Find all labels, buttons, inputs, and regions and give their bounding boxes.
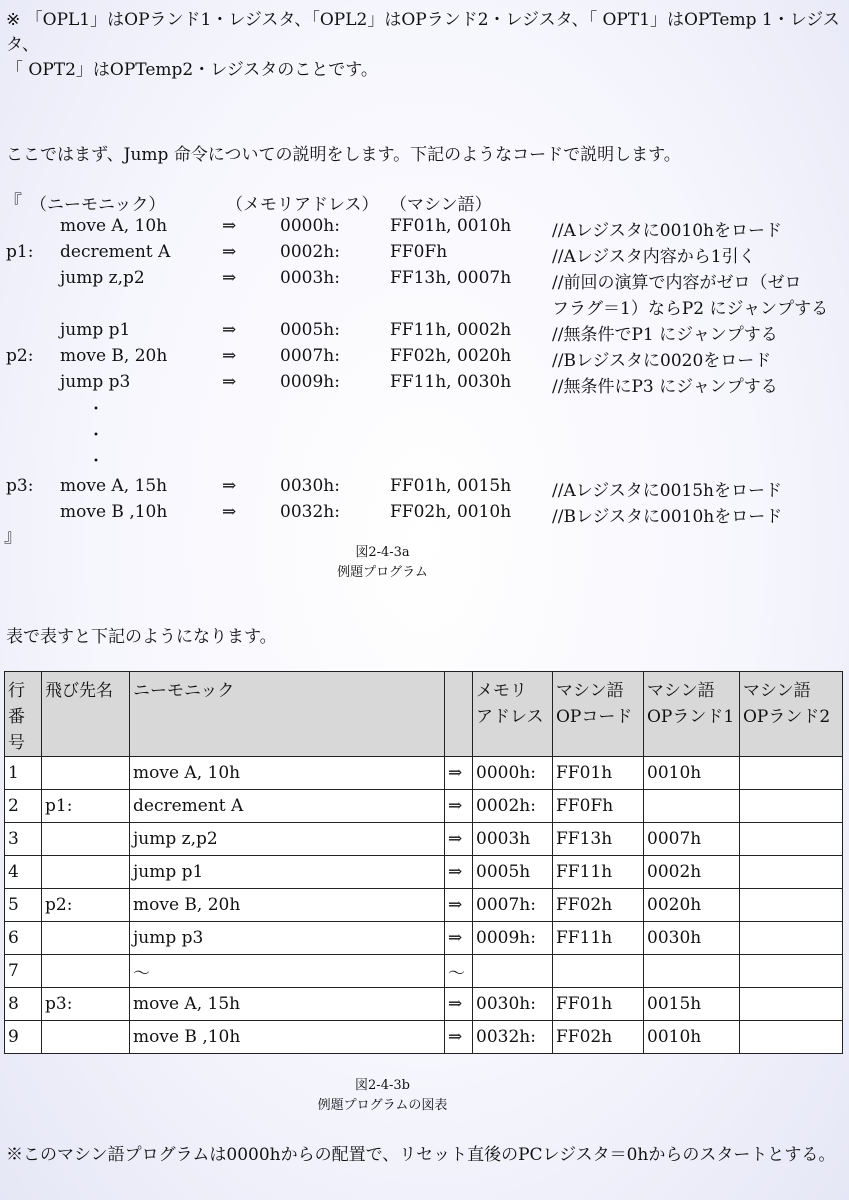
code-arrow: ⇒ — [222, 216, 237, 236]
code-header — [0, 190, 849, 216]
table-cell — [42, 1021, 130, 1054]
code-comment: //Bレジスタに0020をロード — [552, 351, 772, 371]
column-header-line: アドレス — [476, 707, 544, 727]
table-cell: ⇒ — [445, 823, 473, 856]
table-cell: ⇒ — [445, 988, 473, 1021]
code-comment: //Bレジスタに0010hをロード — [552, 507, 783, 527]
table-cell: 0015h — [644, 988, 740, 1021]
column-header — [644, 672, 740, 757]
table-cell — [740, 988, 843, 1021]
table-cell: move B, 20h — [130, 889, 445, 922]
code-address: 0005h: — [280, 320, 340, 340]
column-header-line: マシン語 — [743, 681, 811, 701]
address-header: （メモリアドレス） — [226, 195, 379, 215]
table-cell: move B ,10h — [130, 1021, 445, 1054]
close-bracket: 』 — [4, 526, 22, 547]
machine-header: （マシン語） — [390, 195, 492, 215]
table-intro-text: 表で表すと下記のようになります。 — [6, 627, 277, 647]
code-line — [0, 294, 849, 320]
code-machine: FF0Fh — [390, 242, 448, 262]
code-line — [0, 372, 849, 398]
table-row — [5, 922, 843, 955]
table-cell: 0010h — [644, 1021, 740, 1054]
register-note-line: ※ 「OPL1」はOPランド1・レジスタ、「OPL2」はOPランド2・レジスタ、「 OPT1」はOPTemp 1・レジスタ、 — [6, 10, 840, 55]
code-address: 0007h: — [280, 346, 340, 366]
table-row — [5, 757, 843, 790]
column-header-line: ニーモニック — [133, 681, 235, 701]
table-header-row — [5, 672, 843, 757]
column-header — [42, 672, 130, 757]
column-header — [473, 672, 553, 757]
code-address: 0000h: — [280, 216, 340, 236]
column-header-line: メモリ — [476, 681, 527, 701]
code-comment: フラグ＝1）ならP2 にジャンプする — [552, 299, 829, 319]
table-cell: p1: — [42, 790, 130, 823]
code-machine: FF11h, 0030h — [390, 372, 512, 392]
table-row — [5, 790, 843, 823]
code-arrow: ⇒ — [222, 242, 237, 262]
table-cell — [42, 856, 130, 889]
table-cell: 2 — [5, 790, 42, 823]
code-address: 0032h: — [280, 502, 340, 522]
column-header — [740, 672, 843, 757]
table-cell: FF11h — [553, 856, 644, 889]
column-header-line: 番 — [8, 707, 25, 727]
table-cell: ⇒ — [445, 856, 473, 889]
table-cell: FF11h — [553, 922, 644, 955]
code-line — [0, 320, 849, 346]
code-machine: FF11h, 0002h — [390, 320, 512, 340]
table-cell: 6 — [5, 922, 42, 955]
table-cell — [644, 790, 740, 823]
code-mnemonic: move A, 10h — [60, 216, 168, 236]
table-cell — [740, 856, 843, 889]
table-cell — [644, 955, 740, 988]
table-cell: 0010h — [644, 757, 740, 790]
table-cell — [740, 823, 843, 856]
table-cell: ⇒ — [445, 889, 473, 922]
code-label: p3: — [6, 476, 34, 496]
table-cell: 0007h — [644, 823, 740, 856]
table-cell: 0030h — [644, 922, 740, 955]
table-cell — [42, 955, 130, 988]
code-arrow: ⇒ — [222, 320, 237, 340]
mnemonic-header: （ニーモニック） — [30, 195, 166, 215]
code-address: 0030h: — [280, 476, 340, 496]
column-header — [130, 672, 445, 757]
column-header-line: 飛び先名 — [45, 681, 113, 701]
code-machine: FF02h, 0020h — [390, 346, 512, 366]
column-header — [553, 672, 644, 757]
placement-note: ※このマシン語プログラムは0000hからの配置で、リセット直後のPCレジスタ＝0hからのスタートとする。 — [6, 1145, 836, 1165]
code-arrow: ⇒ — [222, 346, 237, 366]
code-line — [0, 476, 849, 502]
code-address: 0002h: — [280, 242, 340, 262]
figure-number: 図2-4-3a — [355, 545, 410, 560]
table-cell — [740, 1021, 843, 1054]
column-header — [445, 672, 473, 757]
code-line — [0, 346, 849, 372]
figure-title: 例題プログラム — [337, 565, 428, 580]
code-arrow: ⇒ — [222, 372, 237, 392]
table-cell — [42, 922, 130, 955]
code-arrow: ⇒ — [222, 268, 237, 288]
intro-text: ここではまず、Jump 命令についての説明をします。下記のようなコードで説明します。 — [6, 145, 681, 165]
table-cell: 1 — [5, 757, 42, 790]
table-row — [5, 955, 843, 988]
table-cell — [42, 823, 130, 856]
column-header-line: 号 — [8, 733, 25, 753]
table-cell: decrement A — [130, 790, 445, 823]
table-cell: 0005h — [473, 856, 553, 889]
table-cell — [553, 955, 644, 988]
table-cell: 9 — [5, 1021, 42, 1054]
code-line — [0, 216, 849, 242]
table-cell: FF02h — [553, 1021, 644, 1054]
table-cell — [740, 889, 843, 922]
table-cell: ⇒ — [445, 757, 473, 790]
table-cell: 0030h: — [473, 988, 553, 1021]
code-machine: FF13h, 0007h — [390, 268, 512, 288]
table-cell: ⇒ — [445, 790, 473, 823]
table-cell — [740, 790, 843, 823]
table-cell: 0007h: — [473, 889, 553, 922]
figure-caption-b — [0, 1076, 765, 1116]
code-address: 0009h: — [280, 372, 340, 392]
table-cell: jump p3 — [130, 922, 445, 955]
table-cell: 0002h — [644, 856, 740, 889]
table-cell: 0000h: — [473, 757, 553, 790]
code-machine: FF02h, 0010h — [390, 502, 512, 522]
ellipsis-dot: ・ — [88, 399, 105, 418]
table-cell: ⇒ — [445, 922, 473, 955]
code-mnemonic: jump p1 — [60, 320, 131, 340]
code-label: p1: — [6, 242, 34, 262]
table-row — [5, 856, 843, 889]
table-cell: p3: — [42, 988, 130, 1021]
table-cell: FF01h — [553, 757, 644, 790]
column-header — [5, 672, 42, 757]
table-cell: 3 — [5, 823, 42, 856]
table-cell: jump z,p2 — [130, 823, 445, 856]
table-cell: 7 — [5, 955, 42, 988]
table-cell: 0020h — [644, 889, 740, 922]
code-comment: //無条件でP1 にジャンプする — [552, 325, 778, 345]
figure-caption-a — [0, 543, 765, 583]
code-machine: FF01h, 0015h — [390, 476, 512, 496]
table-row — [5, 1021, 843, 1054]
register-note-line: 「 OPT2」はOPTemp2・レジスタのことです。 — [6, 60, 378, 80]
code-address: 0003h: — [280, 268, 340, 288]
table-row — [5, 823, 843, 856]
code-comment: //無条件にP3 にジャンプする — [552, 377, 778, 397]
table-cell: ⇒ — [445, 1021, 473, 1054]
table-cell: FF0Fh — [553, 790, 644, 823]
code-arrow: ⇒ — [222, 502, 237, 522]
table-cell: FF01h — [553, 988, 644, 1021]
table-cell: FF13h — [553, 823, 644, 856]
code-mnemonic: move B, 20h — [60, 346, 168, 366]
table-cell: jump p1 — [130, 856, 445, 889]
code-mnemonic: decrement A — [60, 242, 171, 262]
ellipsis-dot: ・ — [88, 451, 105, 470]
code-mnemonic: jump p3 — [60, 372, 131, 392]
table-cell — [42, 757, 130, 790]
figure-title: 例題プログラムの図表 — [317, 1098, 448, 1113]
code-machine: FF01h, 0010h — [390, 216, 512, 236]
program-table — [4, 671, 843, 1054]
table-cell: 0002h: — [473, 790, 553, 823]
column-header-line: OPコード — [556, 707, 633, 727]
column-header-line: マシン語 — [647, 681, 715, 701]
code-comment: //前回の演算で内容がゼロ（ゼロ — [552, 273, 802, 293]
code-label: p2: — [6, 346, 34, 366]
table-cell: ～ — [130, 955, 445, 988]
code-comment: //Aレジスタに0010hをロード — [552, 221, 783, 241]
table-row — [5, 889, 843, 922]
table-cell: 0003h — [473, 823, 553, 856]
table-cell: 5 — [5, 889, 42, 922]
table-cell — [473, 955, 553, 988]
table-row — [5, 988, 843, 1021]
table-cell: FF02h — [553, 889, 644, 922]
table-cell: ～ — [445, 955, 473, 988]
column-header-line: 行 — [8, 681, 25, 701]
column-header-line: OPランド1 — [647, 707, 735, 727]
table-cell: p2: — [42, 889, 130, 922]
table-cell — [740, 757, 843, 790]
table-body — [5, 757, 843, 1054]
table-cell: 8 — [5, 988, 42, 1021]
code-line — [0, 502, 849, 528]
figure-number: 図2-4-3b — [355, 1078, 410, 1093]
code-mnemonic: move B ,10h — [60, 502, 168, 522]
table-cell: 0009h: — [473, 922, 553, 955]
code-arrow: ⇒ — [222, 476, 237, 496]
register-note — [6, 8, 844, 83]
table-cell — [740, 955, 843, 988]
column-header-line: OPランド2 — [743, 707, 831, 727]
table-cell: move A, 10h — [130, 757, 445, 790]
table-cell: 0032h: — [473, 1021, 553, 1054]
code-comment: //Aレジスタ内容から1引く — [552, 247, 756, 267]
open-bracket: 『 — [4, 192, 22, 213]
table-cell — [740, 922, 843, 955]
code-line — [0, 268, 849, 294]
code-comment: //Aレジスタに0015hをロード — [552, 481, 783, 501]
code-mnemonic: jump z,p2 — [60, 268, 145, 288]
code-line — [0, 242, 849, 268]
table-cell: 4 — [5, 856, 42, 889]
table-cell: move A, 15h — [130, 988, 445, 1021]
code-mnemonic: move A, 15h — [60, 476, 168, 496]
column-header-line: マシン語 — [556, 681, 624, 701]
ellipsis-dot: ・ — [88, 425, 105, 444]
